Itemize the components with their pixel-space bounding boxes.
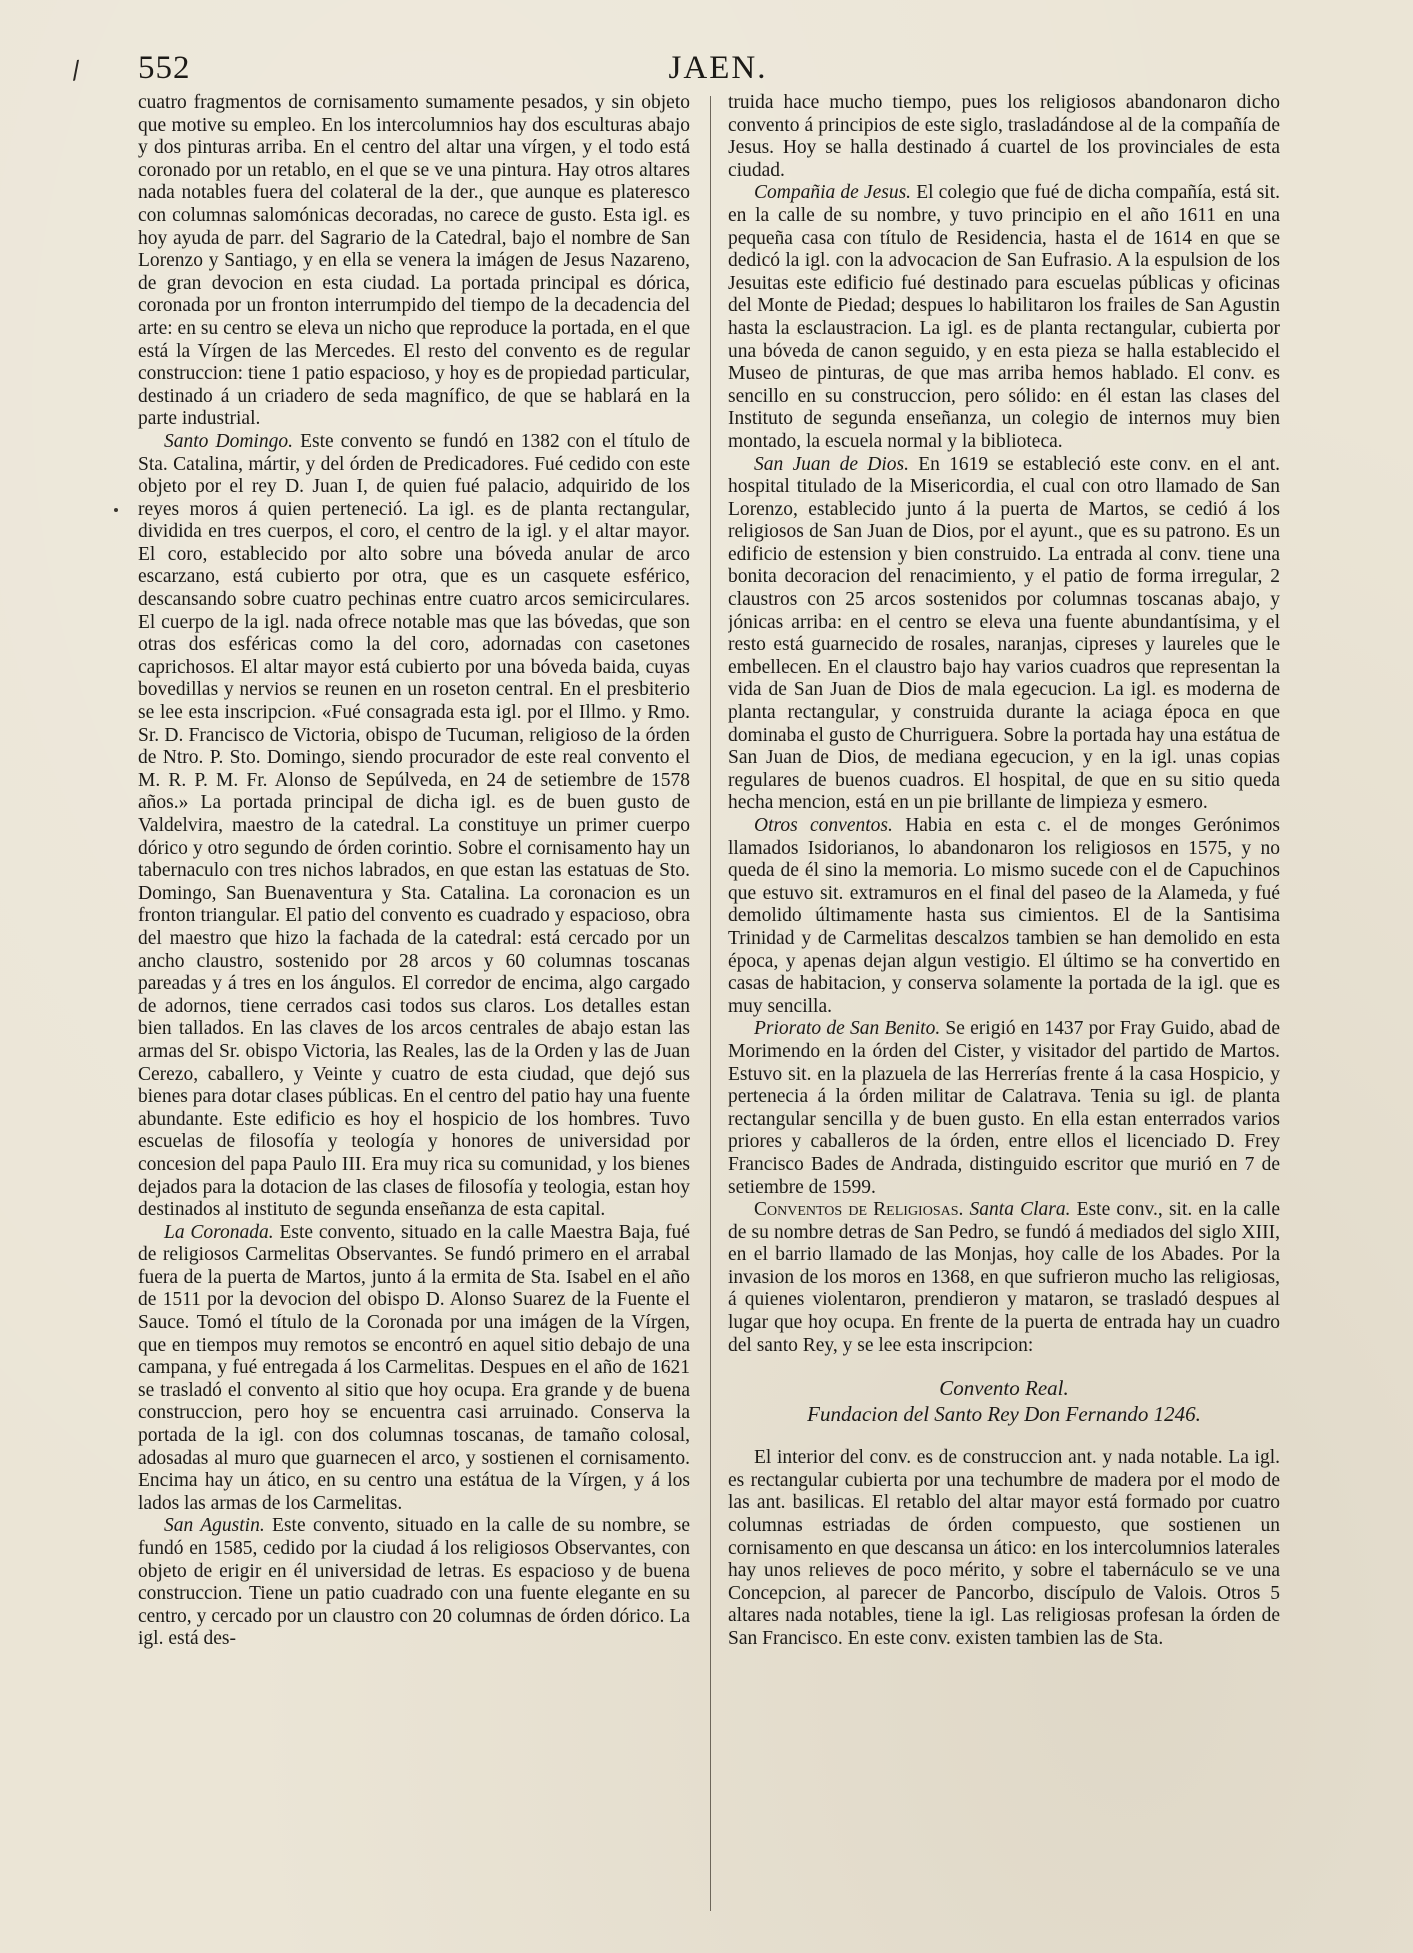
section-heading-smallcaps: Conventos de Religiosas.	[754, 1199, 964, 1221]
paragraph-text: Este convento, situado en la calle Maestra Baja, fué de religiosos Carmelitas Observantes. Se fundó primero en el arrabal fuera de la puerta de Martos, junto á la ermita de Sta. Isabel en el año de 1511 por la devocion del obispo D. Alonso Suarez de la Fuente el Sauce. Tomó el título de la Coronada por una imágen de la Vírgen, que en tiempos muy remotos se encontró en aquel sitio debajo de una campana, y fué entregada á los Carmelitas. Despues en el año de 1621 se trasladó el convento al sitio que hoy ocupa. Era grande y de buena construccion, pero hoy se encuentra casi arruinado. Conserva la portada de la igl. con dos columnas toscanas, de tamaño colosal, adosadas al muro que guarnecen el arco, y sostienen el cornisamento. Encima hay un ático, en su centro una estátua de la Vírgen, y á los lados las armas de los Carmelitas.	[138, 1221, 690, 1514]
paragraph	[728, 1018, 1280, 1199]
margin-mark: /	[69, 53, 83, 88]
page-header	[138, 50, 1298, 94]
paragraph	[138, 1222, 690, 1516]
section-heading: Priorato de San Benito.	[754, 1018, 941, 1040]
inscription	[728, 1375, 1280, 1427]
paragraph-text: cuatro fragmentos de cornisamento sumamente pesados, y sin objeto que motive su empleo. En los intercolumnios hay dos esculturas abajo y dos pinturas arriba. En el centro del altar una vírgen, y el todo está coronado por un retablo, en el que se ve una pintura. Hay otros altares nada notables fuera del colateral de la der., que aunque es plateresco con columnas salomónicas decoradas, no carece de gusto. Esta igl. es hoy ayuda de parr. del Sagrario de la Catedral, bajo el nombre de San Lorenzo y Santiago, y en ella se venera la imágen de Jesus Nazareno, de gran devocion en esta ciudad. La portada principal es dórica, coronada por un fronton interrumpido del tiempo de la decadencia del arte: en su centro se eleva un nicho que reproduce la portada, en el que está la Vírgen de las Mercedes. El resto del convento es de regular construccion: tiene 1 patio espacioso, y hoy es de propiedad particular, destinado á un criadero de seda magnífico, de que se hablará en la parte industrial.	[138, 92, 690, 430]
paragraph	[138, 431, 690, 1222]
paragraph	[728, 1199, 1280, 1357]
section-heading: Santa Clara.	[963, 1199, 1071, 1221]
paragraph-text: El interior del conv. es de construccion ant. y nada notable. La igl. es rectangular cubierta por una techumbre de madera por el modo de las ant. basilicas. El retablo del altar mayor está formado por cuatro columnas estriadas de órden compuesto, que sostienen un cornisamento en que descansa un ático: en los intercolumnios laterales hay unos relieves de poco mérito, y sobre el tabernáculo se ve una Concepcion, al parecer de Pancorbo, discípulo de Valois. Otros 5 altares nada notables, tiene la igl. Las religiosas profesan la órden de San Francisco. En este conv. existen tambien las de Sta.	[728, 1447, 1280, 1649]
margin-dot	[114, 508, 118, 512]
inscription-line: Convento Real.	[939, 1376, 1069, 1401]
paragraph	[138, 1515, 690, 1651]
left-column	[138, 92, 690, 1922]
paragraph	[728, 454, 1280, 816]
section-heading: La Coronada.	[164, 1221, 274, 1243]
page-number: 552	[138, 50, 191, 86]
paragraph	[728, 92, 1280, 182]
paragraph-text: Este convento se fundó en 1382 con el título de Sta. Catalina, mártir, y del órden de Predicadores. Fué cedido con este objeto por el rey D. Juan I, de quien fué palacio, adquirido de los reyes moros á quien perteneció. La igl. es de planta rectangular, dividida en tres cuerpos, el coro, el centro de la igl. y el altar mayor. El coro, establecido por alto sobre una bóveda anular de arco escarzano, está cubierto por otra, que es un casquete esférico, descansando sobre cuatro pechinas entre cuatro arcos semicirculares. El cuerpo de la igl. nada ofrece notable mas que las bóvedas, que son otras dos esféricas como la del coro, adornadas con casetones caprichosos. El altar mayor está cubierto por una bóveda baida, cuyas bovedillas y nervios se reunen en un roseton central. En el presbiterio se lee esta inscripcion. «Fué consagrada esta igl. por el Illmo. y Rmo. Sr. D. Francisco de Victoria, obispo de Tucuman, religioso de la órden de Ntro. P. Sto. Domingo, siendo procurador de este real convento el M. R. P. M. Fr. Alonso de Sepúlveda, en 24 de setiembre de 1578 años.» La portada principal de dicha igl. es de buen gusto de Valdelvira, maestro de la catedral. La constituye un primer cuerpo dórico y otro segundo de órden corintio. Sobre el cornisamento hay un tabernaculo con tres nichos labrados, en que estan las estatuas de Sto. Domingo, San Buenaventura y Sta. Catalina. La coronacion es un fronton triangular. El patio del convento es cuadrado y espacioso, obra del maestro que hizo la fachada de la catedral: está cercado por un ancho claustro, sostenido por 28 arcos y 60 columnas toscanas pareadas y á tres en los ángulos. El corredor de encima, algo cargado de adornos, tiene cerrados casi todos sus claros. Los detalles estan bien tallados. En las claves de los arcos centrales de abajo estan las armas del Sr. obispo Victoria, las Reales, las de la Orden y las de Juan Cerezo, caballero, y Veinte y cuatro de esta ciudad, que dejó sus bienes para dotar clases públicas. En el centro del patio hay una fuente abundante. Este edificio es hoy el hospicio de los hombres. Tuvo escuelas de filosofía y teología y honores de universidad por concesion del papa Paulo III. Era muy rica su comunidad, y los bienes dejados para la dotacion de las clases de filosofía y teologia, estan hoy destinados al instituto de segunda enseñanza de esta capital.	[138, 430, 690, 1221]
section-heading: San Juan de Dios.	[754, 453, 909, 475]
paragraph-text: truida hace mucho tiempo, pues los religiosos abandonaron dicho convento á principios de este siglo, trasladándose al de la compañía de Jesus. Hoy se halla destinado á cuartel de los provinciales de esta ciudad.	[728, 92, 1280, 181]
paragraph	[728, 815, 1280, 1018]
section-heading: San Agustin.	[164, 1515, 265, 1537]
section-heading: Santo Domingo.	[164, 430, 293, 452]
paragraph	[138, 92, 690, 431]
paragraph-text: Este conv., sit. en la calle de su nombre detras de San Pedro, se fundó á mediados del siglo XIII, en el barrio llamado de las Monjas, hoy calle de los Abades. Por la invasion de los moros en 1368, en que sufrieron mucho las religiosas, á quienes violentaron, prendieron y mataron, se trasladó despues al lugar que hoy ocupa. En frente de la puerta de entrada hay un cuadro del santo Rey, y se lee esta inscripcion:	[728, 1199, 1280, 1356]
section-heading: Compañia de Jesus.	[754, 182, 912, 204]
paragraph-text: Este convento, situado en la calle de su nombre, se fundó en 1585, cedido por la ciudad á los religiosos Observantes, con objeto de erigir en él universidad de letras. Es espacioso y de buena construccion. Tiene un patio cuadrado con una fuente elegante en su centro, y cercado por un claustro con 20 columnas de órden dórico. La igl. está des-	[138, 1515, 690, 1650]
paragraph-text: Se erigió en 1437 por Fray Guido, abad de Morimendo en la órden del Cister, y visitador del partido de Martos. Estuvo sit. en la plazuela de las Herrerías frente á la casa Hospicio, y pertenecia á la órden militar de Calatrava. Tenia su igl. de planta rectangular sencilla y de buen gusto. En ella estan enterrados varios priores y caballeros de la órden, entre ellos el licenciado D. Frey Francisco Bades de Andrada, distinguido escritor que murió en 7 de setiembre de 1599.	[728, 1018, 1280, 1198]
section-heading: Otros conventos.	[754, 815, 893, 836]
right-column	[728, 92, 1280, 1922]
paragraph-text: En 1619 se estableció este conv. en el ant. hospital titulado de la Misericordia, el cual con otro llamado de San Lorenzo, establecido junto á la puerta de Martos, se cedió á los religiosos de San Juan de Dios, por el ayunt., que es su patrono. Es un edificio de estension y bien construido. La entrada al conv. tiene una bonita decoracion del renacimiento, y el patio de forma irregular, 2 claustros con 25 arcos sostenidos por columnas toscanas abajo, y jónicas arriba: en el centro se eleva una fuente abundantísima, y el resto está guarnecido de rosales, naranjas, cipreses y laureles que le embellecen. En el claustro bajo hay varios cuadros que representan la vida de San Juan de Dios de mala egecucion. La igl. es moderna de planta rectangular, y construida durante la aciaga época en que dominaba el gusto de Churriguera. Sobre la portada hay una estátua de San Juan de Dios, de mediana egecucion, y en la igl. unas copias regulares de buenos cuadros. El hospital, de que en su sitio queda hecha mencion, está en un pie brillante de limpieza y esmero.	[728, 453, 1280, 814]
running-head: JAEN.	[668, 50, 768, 86]
paragraph-text: El colegio que fué de dicha compañía, está sit. en la calle de su nombre, y tuvo principio en el año 1611 en una pequeña casa con título de Residencia, hasta el de 1614 en que se dedicó la igl. con la advocacion de San Eufrasio. A la espulsion de los Jesuitas este edificio fué destinado para escuelas públicas y oficinas del Monte de Piedad; despues lo habilitaron los frailes de San Agustin hasta la esclaustracion. La igl. es de planta rectangular, cubierta por una bóveda de canon seguido, y en esta pieza se halla establecido el Museo de pinturas, de que mas arriba hemos hablado. El conv. es sencillo en su construccion, pero sólido: en él estan las clases del Instituto de segunda enseñanza, un colegio de internos muy bien montado, la escuela normal y la biblioteca.	[728, 182, 1280, 452]
inscription-line: Fundacion del Santo Rey Don Fernando 1246.	[807, 1402, 1201, 1427]
paragraph	[728, 182, 1280, 453]
paragraph	[728, 1447, 1280, 1650]
column-rule	[710, 96, 711, 1911]
paragraph-text: Habia en esta c. el de monges Gerónimos llamados Isidorianos, lo abandonaron los religiosos en 1575, y no queda de él sino la memoria. Lo mismo sucede con el de Capuchinos que estuvo sit. extramuros en el final del paseo de la Alameda, y fué demolido últimamente hasta sus cimientos. El de la Santisima Trinidad y de Carmelitas descalzos tambien se han demolido en esta época, y apenas dejan algun vestigio. El último se ha convertido en casas de habitacion, y conserva solamente la portada de la igl. que es muy sencilla.	[728, 815, 1280, 1017]
